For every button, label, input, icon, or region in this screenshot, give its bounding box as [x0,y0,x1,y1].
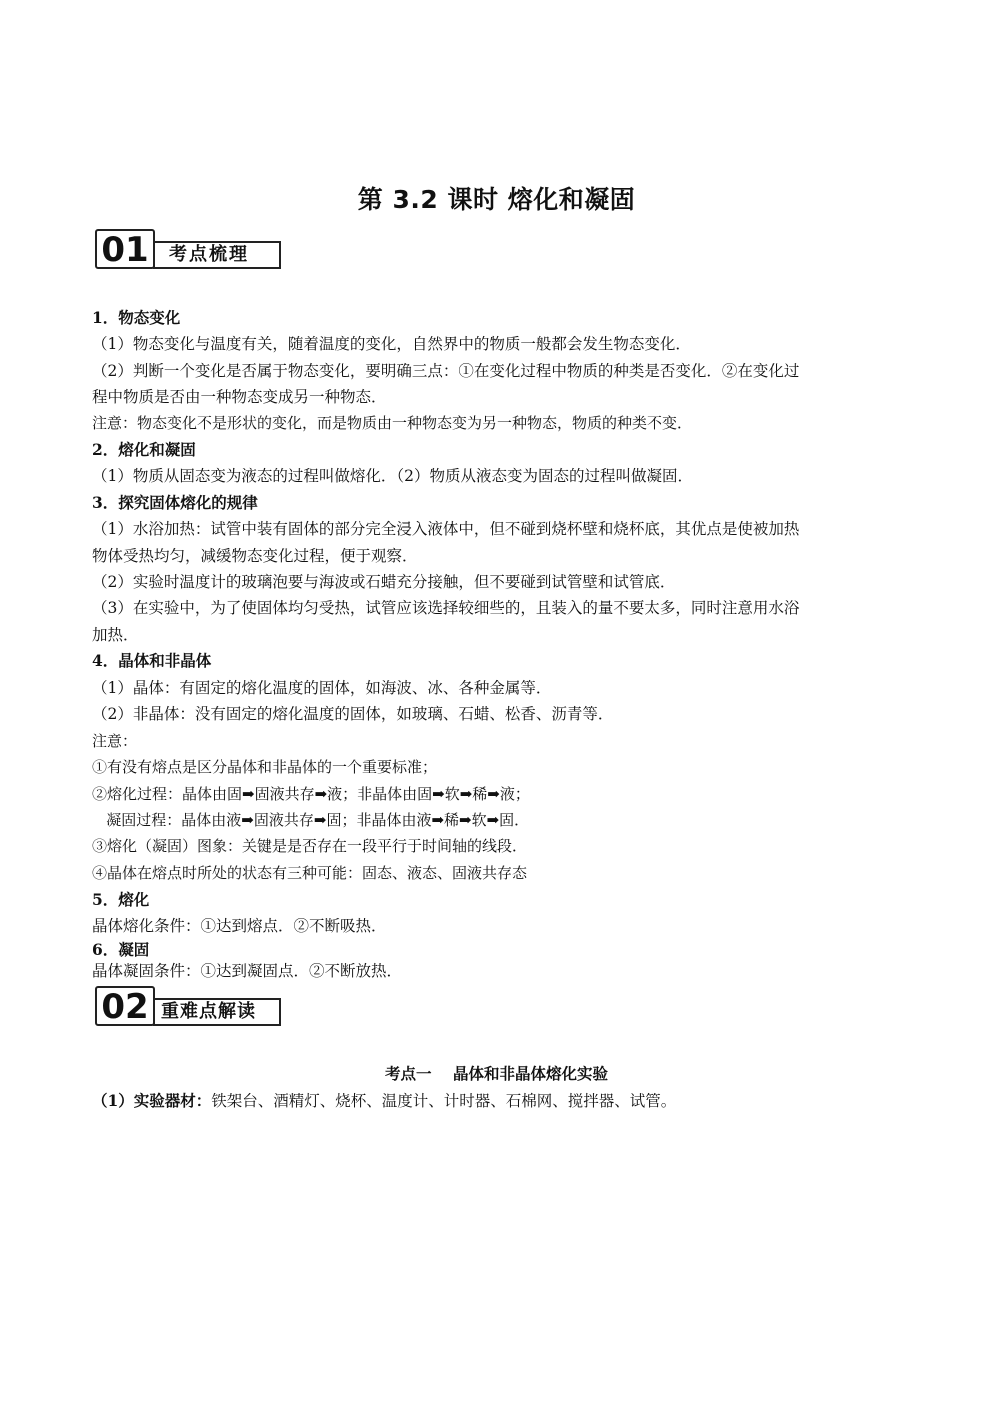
key-point-title: 考点一 晶体和非晶体熔化实验 [384,1064,609,1083]
heading-3: 3．探究固体熔化的规律 [92,493,258,512]
section-label: 考点梳理 [153,241,281,269]
section-label: 重难点解读 [153,998,281,1026]
heading-4: 4．晶体和非晶体 [92,651,212,670]
paragraph: （1）水浴加热：试管中装有固体的部分完全浸入液体中，但不碰到烧杯壁和烧杯底，其优点是使被加热 [92,520,800,538]
section-banner-02 [95,986,281,1028]
paragraph: 加热． [92,626,139,644]
section-number: 01 [95,229,155,269]
paragraph: （3）在实验中，为了使固体均匀受热，试管应该选择较细些的，且装入的量不要太多，同时注意用水浴 [92,599,800,617]
note: 凝固过程：晶体由液➡固液共存➡固；非晶体由液➡稀➡软➡固． [92,811,530,829]
paragraph: （1）晶体：有固定的熔化温度的固体，如海波、冰、各种金属等． [92,679,552,697]
paragraph: （2）判断一个变化是否属于物态变化，要明确三点：①在变化过程中物质的种类是否变化．②在变化过 [92,362,800,380]
paragraph: 程中物质是否由一种物态变成另一种物态． [92,388,387,406]
paragraph: 晶体凝固条件：①达到凝固点．②不断放热． [92,962,403,980]
section-number: 02 [95,986,155,1026]
key-point-label: （1）实验器材： [92,1091,212,1110]
note: ③熔化（凝固）图象：关键是是否存在一段平行于时间轴的线段． [92,837,528,855]
heading-2: 2．熔化和凝固 [92,440,196,459]
note: ④晶体在熔点时所处的状态有三种可能：固态、液态、固液共存态 [92,864,528,882]
paragraph: 物体受热均匀，减缓物态变化过程，便于观察． [92,547,418,565]
note: 注意： [92,732,138,750]
paragraph [92,1091,912,1111]
page-title: 第 3.2 课时 熔化和凝固 [357,185,636,214]
section-banner-01 [95,229,281,271]
paragraph: （2）非晶体：没有固定的熔化温度的固体，如玻璃、石蜡、松香、沥青等． [92,705,614,723]
note: ①有没有熔点是区分晶体和非晶体的一个重要标准； [92,758,438,776]
paragraph: 晶体熔化条件：①达到熔点．②不断吸热． [92,917,387,935]
heading-5: 5．熔化 [92,890,150,909]
heading-6: 6．凝固 [92,940,150,959]
paragraph: （1）物态变化与温度有关，随着温度的变化，自然界中的物质一般都会发生物态变化． [92,335,691,353]
note: 注意：物态变化不是形状的变化，而是物质由一种物态变为另一种物态，物质的种类不变． [92,414,693,432]
paragraph: （1）物质从固态变为液态的过程叫做熔化．（2）物质从液态变为固态的过程叫做凝固． [92,467,693,485]
heading-1: 1．物态变化 [92,308,181,327]
key-point-text: 铁架台、酒精灯、烧杯、温度计、计时器、石棉网、搅拌器、试管。 [211,1092,677,1110]
paragraph: （2）实验时温度计的玻璃泡要与海波或石蜡充分接触，但不要碰到试管壁和试管底． [92,573,676,591]
note: ②熔化过程：晶体由固➡固液共存➡液；非晶体由固➡软➡稀➡液； [92,785,530,803]
